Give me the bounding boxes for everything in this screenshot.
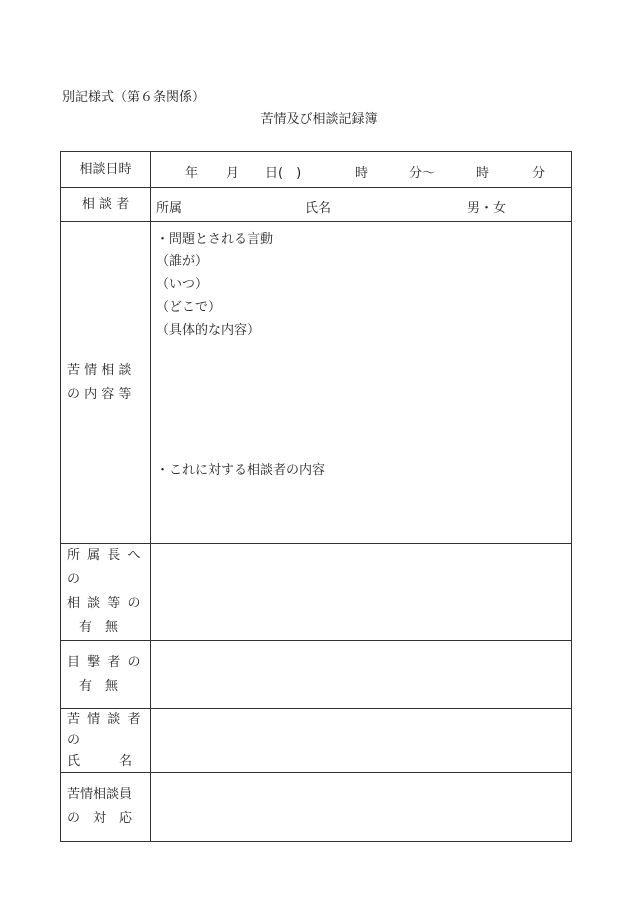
label-consultant: 相 談 者 xyxy=(61,188,151,222)
row-consultant xyxy=(61,188,572,222)
sex-label: 男・女 xyxy=(467,201,507,216)
label-supervisor-consult: 所属長への 相談等の 有 無 xyxy=(61,544,151,641)
row-complainant xyxy=(61,709,572,773)
where-label: （どこで） xyxy=(156,300,222,315)
row-response xyxy=(61,773,572,842)
field-complaint-content[interactable] xyxy=(151,222,572,544)
month-label: 月 xyxy=(226,166,240,181)
record-table xyxy=(60,151,572,842)
year-label: 年 xyxy=(185,166,199,181)
when-label: （いつ） xyxy=(156,277,209,292)
name-label: 氏名 xyxy=(305,201,332,216)
minute-from-label: 分～ xyxy=(409,166,436,181)
field-complainant-name[interactable] xyxy=(151,709,572,773)
field-supervisor-consult[interactable] xyxy=(151,544,572,641)
field-consult-datetime[interactable] xyxy=(151,152,572,188)
row-supervisor xyxy=(61,544,572,641)
detail-label: （具体的な内容） xyxy=(156,323,261,338)
field-consultant[interactable] xyxy=(151,188,572,222)
document-title: 苦情及び相談記録簿 xyxy=(260,112,378,127)
label-counselor-response: 苦情相談員 の 対 応 xyxy=(61,773,151,842)
label-consult-datetime: 相談日時 xyxy=(61,152,151,188)
minute2-label: 分 xyxy=(532,166,546,181)
hour-label: 時 xyxy=(355,166,369,181)
bullet-consultant-response: ・これに対する相談者の内容 xyxy=(156,463,326,478)
field-counselor-response[interactable] xyxy=(151,773,572,842)
form-style-label: 別記様式（第６条関係） xyxy=(62,90,206,105)
label-complaint-content: 苦 情 相 談 の 内 容 等 xyxy=(61,222,151,544)
row-datetime xyxy=(61,152,572,188)
field-witness[interactable] xyxy=(151,641,572,709)
label-complainant-name: 苦情談者の 氏 名 xyxy=(61,709,151,773)
affiliation-label: 所属 xyxy=(156,201,183,216)
row-content xyxy=(61,222,572,544)
day-label: 日( ) xyxy=(265,166,302,181)
label-witness: 目撃者の 有 無 xyxy=(61,641,151,709)
row-witness xyxy=(61,641,572,709)
who-label: （誰が） xyxy=(156,254,209,269)
hour2-label: 時 xyxy=(476,166,490,181)
bullet-problem-conduct: ・問題とされる言動 xyxy=(156,232,274,247)
